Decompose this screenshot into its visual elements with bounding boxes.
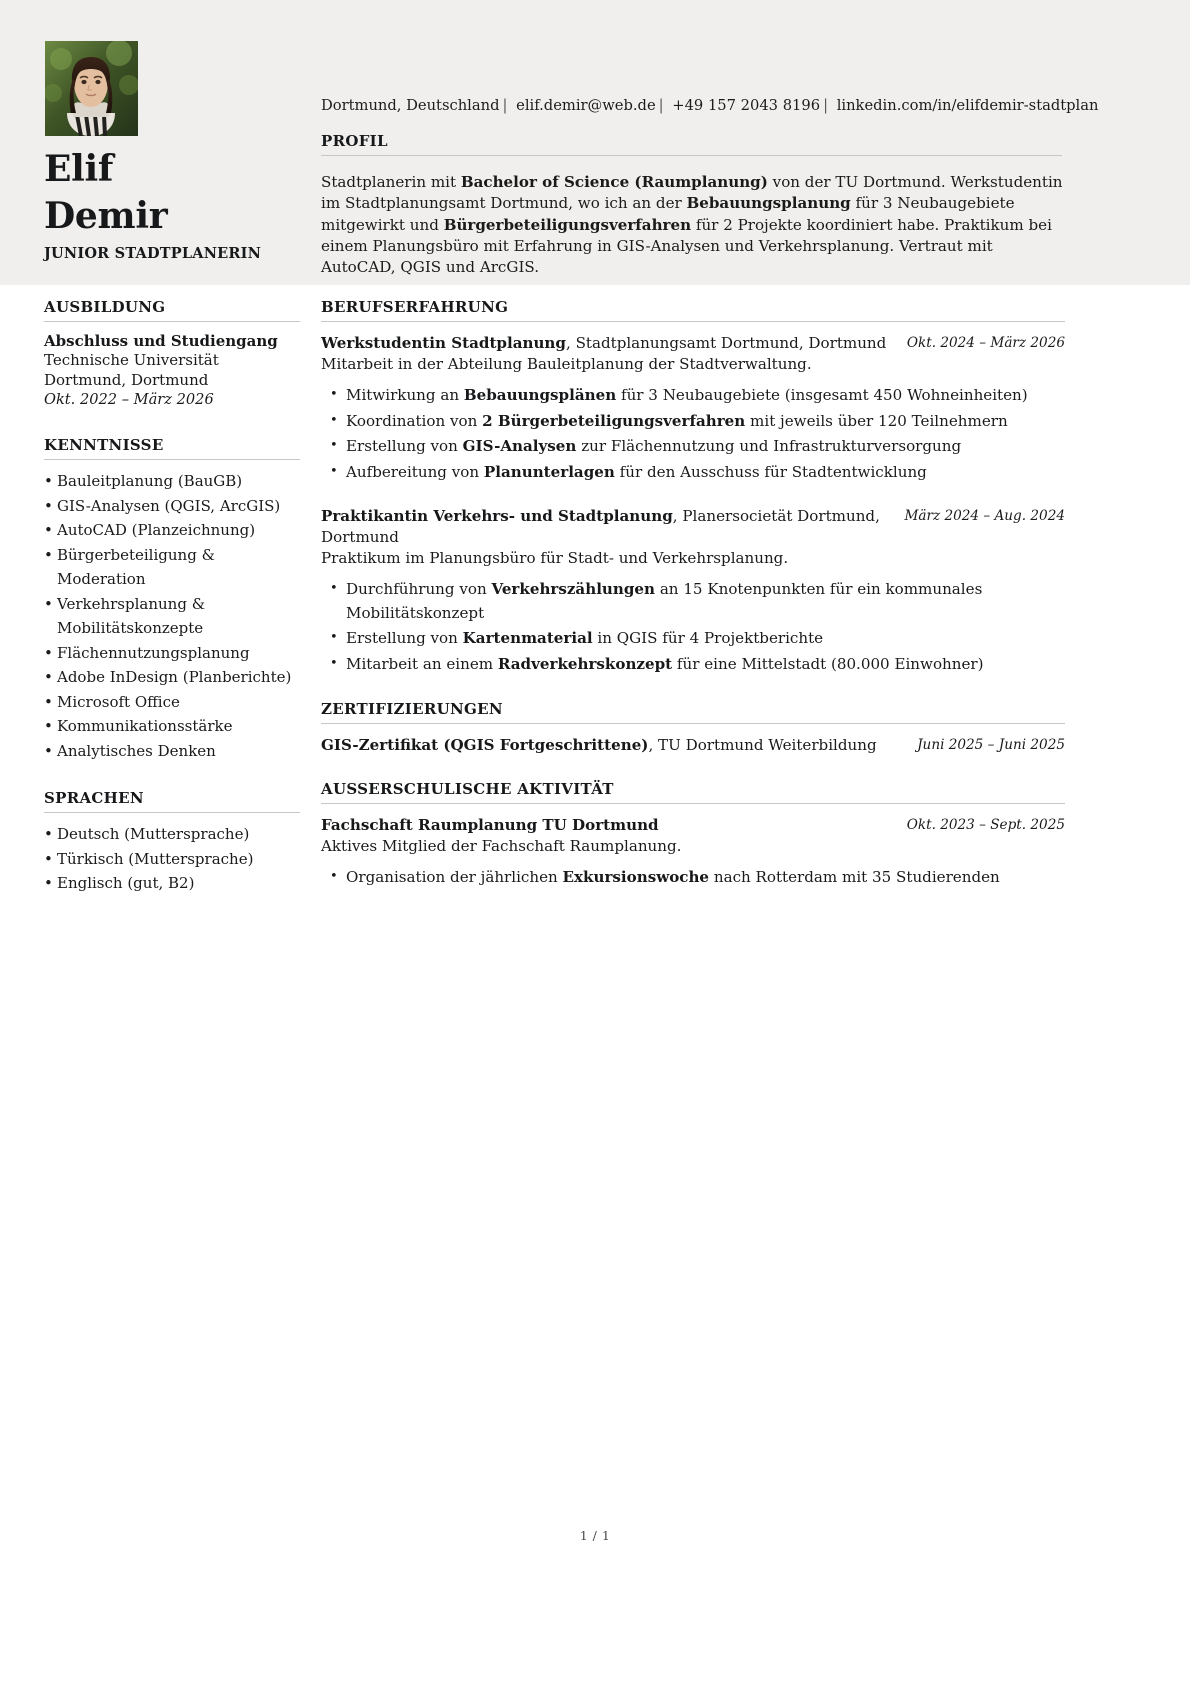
sidebar: [44, 298, 300, 922]
entry-title: [321, 333, 907, 354]
skill-item: • Microsoft Office: [44, 690, 300, 715]
body-text: Aufbereitung von: [346, 462, 484, 481]
entry-bullet-list: [321, 578, 1065, 676]
profile-photo-graphic: [45, 41, 138, 136]
emphasis-text: Bebauungsplanung: [686, 194, 851, 213]
entry-role: Fachschaft Raumplanung TU Dortmund: [321, 816, 659, 834]
profile-section-header: [321, 132, 1062, 156]
body-text: Durchführung von: [346, 580, 492, 598]
entry-title: [321, 815, 907, 836]
entry-role: Praktikantin Verkehrs- und Stadtplanung: [321, 507, 673, 525]
body-text: für 3 Neubaugebiete mitgewirkt und: [321, 194, 1015, 234]
skill-item: • Analytisches Denken: [44, 739, 300, 764]
section-experience: [321, 298, 1065, 676]
job-title: JUNIOR STADTPLANERIN: [44, 245, 262, 262]
body-text: Koordination von: [346, 411, 483, 430]
entry-bullet: [321, 461, 1065, 485]
entry-date: März 2024 – Aug. 2024: [904, 508, 1065, 524]
page-footer: [0, 1528, 1190, 1543]
education-school: Technische Universität Dortmund, Dortmund: [44, 351, 219, 389]
emphasis-text: Exkursionswoche: [562, 868, 710, 886]
entry-date: Okt. 2024 – März 2026: [906, 335, 1065, 351]
activity-entry: [321, 815, 1065, 890]
section-heading-ausbildung: AUSBILDUNG: [44, 298, 300, 322]
body-text: Erstellung von: [346, 437, 463, 455]
entry-organisation: , TU Dortmund Weiterbildung: [648, 736, 877, 754]
entry-bullet: [321, 435, 1065, 459]
body-text: Mitarbeit an einem: [346, 654, 498, 673]
entry-header-row: [321, 735, 1065, 756]
emphasis-text: Planunterlagen: [483, 462, 615, 481]
sidebar-section-skills: [44, 436, 300, 763]
entry-date: Okt. 2023 – Sept. 2025: [906, 817, 1065, 833]
body-text: nach Rotterdam mit 35 Studierenden: [709, 868, 1000, 886]
entry-bullet-list: [321, 866, 1065, 890]
contact-phone[interactable]: +49 157 2043 8196: [672, 97, 821, 114]
skill-item: • AutoCAD (Planzeichnung): [44, 518, 300, 543]
emphasis-text: Bachelor of Science (Raumplanung): [460, 173, 768, 191]
body-text: Stadtplanerin mit: [321, 173, 461, 191]
section-heading-sprachen: SPRACHEN: [44, 789, 300, 813]
entry-bullet: [321, 578, 1065, 625]
entry-bullet-list: [321, 384, 1065, 484]
entry-bullet: [321, 866, 1065, 890]
experience-entries: [321, 333, 1065, 676]
body-text: in QGIS für 4 Projektberichte: [592, 629, 824, 647]
contact-location: Dortmund, Deutschland: [321, 97, 500, 114]
entry-summary: Praktikum im Planungsbüro für Stadt- und Verkehrsplanung.: [321, 549, 789, 567]
section-certifications: [321, 700, 1065, 756]
section-heading-berufserfahrung: BERUFSERFAHRUNG: [321, 298, 1065, 322]
body-text: für 3 Neubaugebiete (insgesamt 450 Wohneinheiten): [616, 386, 1028, 404]
skills-list: [44, 469, 300, 763]
body-text: für den Ausschuss für Stadtentwicklung: [614, 462, 927, 481]
entry-summary: Aktives Mitglied der Fachschaft Raumplanung.: [321, 837, 682, 855]
body-text: für eine Mittelstadt (80.000 Einwohner): [672, 654, 984, 673]
skill-item: • Kommunikationsstärke: [44, 714, 300, 739]
section-heading-aktivitaet: AUSSERSCHULISCHE AKTIVITÄT: [321, 780, 1065, 804]
contact-email[interactable]: elif.demir@web.de: [516, 97, 656, 114]
language-item: • Deutsch (Muttersprache): [44, 822, 300, 847]
emphasis-text: Radverkehrskonzept: [497, 654, 673, 673]
skill-item: • Flächennutzungsplanung: [44, 641, 300, 666]
emphasis-text: GIS-Analysen: [462, 437, 577, 455]
certification-entries: [321, 735, 1065, 756]
entry-bullet: [321, 410, 1065, 434]
certification-entry: [321, 735, 1065, 756]
body-text: von der TU Dortmund. Werkstudentin im Stadtplanungsamt Dortmund, wo ich an der: [321, 173, 1063, 213]
avatar: [45, 41, 138, 136]
entry-date: Juni 2025 – Juni 2025: [917, 737, 1065, 753]
emphasis-text: Verkehrszählungen: [491, 580, 656, 598]
sidebar-section-languages: [44, 789, 300, 896]
page-indicator: 1 / 1: [579, 1528, 611, 1543]
body-text: zur Flächennutzung und Infrastrukturversorgung: [576, 437, 962, 455]
activity-entries: [321, 815, 1065, 890]
profile-text: [321, 172, 1065, 278]
entry-header-row: [321, 815, 1065, 836]
emphasis-text: Kartenmaterial: [462, 629, 593, 647]
entry-bullet: [321, 627, 1065, 651]
emphasis-text: Bürgerbeteiligungsverfahren: [443, 215, 692, 234]
body-text: mit jeweils über 120 Teilnehmern: [745, 411, 1008, 430]
section-activities: [321, 780, 1065, 890]
section-heading-profil: PROFIL: [321, 132, 1062, 156]
section-heading-zertifizierungen: ZERTIFIZIERUNGEN: [321, 700, 1065, 724]
experience-entry: [321, 506, 1065, 676]
body-text: Mitwirkung an: [346, 386, 464, 404]
entry-organisation: , Planersocietät Dortmund, Dortmund: [321, 507, 880, 546]
language-item: • Türkisch (Muttersprache): [44, 847, 300, 872]
main-content: [321, 298, 1065, 914]
education-date: Okt. 2022 – März 2026: [44, 391, 214, 408]
entry-header-row: [321, 333, 1065, 354]
languages-list: [44, 822, 300, 896]
experience-entry: [321, 333, 1065, 484]
skill-item: • Adobe InDesign (Planberichte): [44, 665, 300, 690]
entry-bullet: [321, 653, 1065, 677]
body-text: Erstellung von: [346, 629, 463, 647]
emphasis-text: 2 Bürgerbeteiligungsverfahren: [482, 411, 746, 430]
education-degree: Abschluss und Studiengang: [44, 332, 278, 350]
skill-item: • Bürgerbeteiligung & Moderation: [44, 543, 300, 592]
name-block: [44, 146, 306, 262]
first-name: Elif: [44, 148, 114, 190]
body-text: für 2 Projekte koordiniert habe. Praktikum bei einem Planungsbüro mit Erfahrung in GIS-Analysen und Verkehrsplanung. Vertraut mit AutoCAD, QGIS und ArcGIS.: [321, 215, 1052, 277]
body-text: Organisation der jährlichen: [346, 868, 563, 886]
emphasis-text: Bebauungsplänen: [463, 386, 617, 404]
entry-role: Werkstudentin Stadtplanung: [321, 334, 566, 352]
language-item: • Englisch (gut, B2): [44, 871, 300, 896]
header: [0, 0, 1190, 285]
contact-separator: |: [823, 97, 829, 114]
skill-item: • GIS-Analysen (QGIS, ArcGIS): [44, 494, 300, 519]
contact-line: [321, 96, 1099, 116]
contact-linkedin[interactable]: linkedin.com/in/elifdemir-stadtplan: [836, 97, 1099, 114]
section-heading-kenntnisse: KENNTNISSE: [44, 436, 300, 460]
body-text: an 15 Knotenpunkten für ein kommunales Mobilitätskonzept: [346, 580, 983, 622]
skill-item: • Verkehrsplanung & Mobilitätskonzepte: [44, 592, 300, 641]
entry-role: GIS-Zertifikat (QGIS Fortgeschrittene): [321, 736, 649, 754]
entry-bullet: [321, 384, 1065, 408]
entry-title: [321, 506, 904, 548]
sidebar-section-education: [44, 298, 300, 410]
entry-header-row: [321, 506, 1065, 548]
last-name: Demir: [44, 195, 168, 237]
contact-separator: |: [502, 97, 508, 114]
entry-organisation: , Stadtplanungsamt Dortmund, Dortmund: [565, 334, 887, 352]
entry-summary: Mitarbeit in der Abteilung Bauleitplanung der Stadtverwaltung.: [321, 355, 812, 373]
skill-item: • Bauleitplanung (BauGB): [44, 469, 300, 494]
contact-separator: |: [658, 97, 664, 114]
entry-spacer: [321, 487, 1065, 506]
entry-title: [321, 735, 917, 756]
